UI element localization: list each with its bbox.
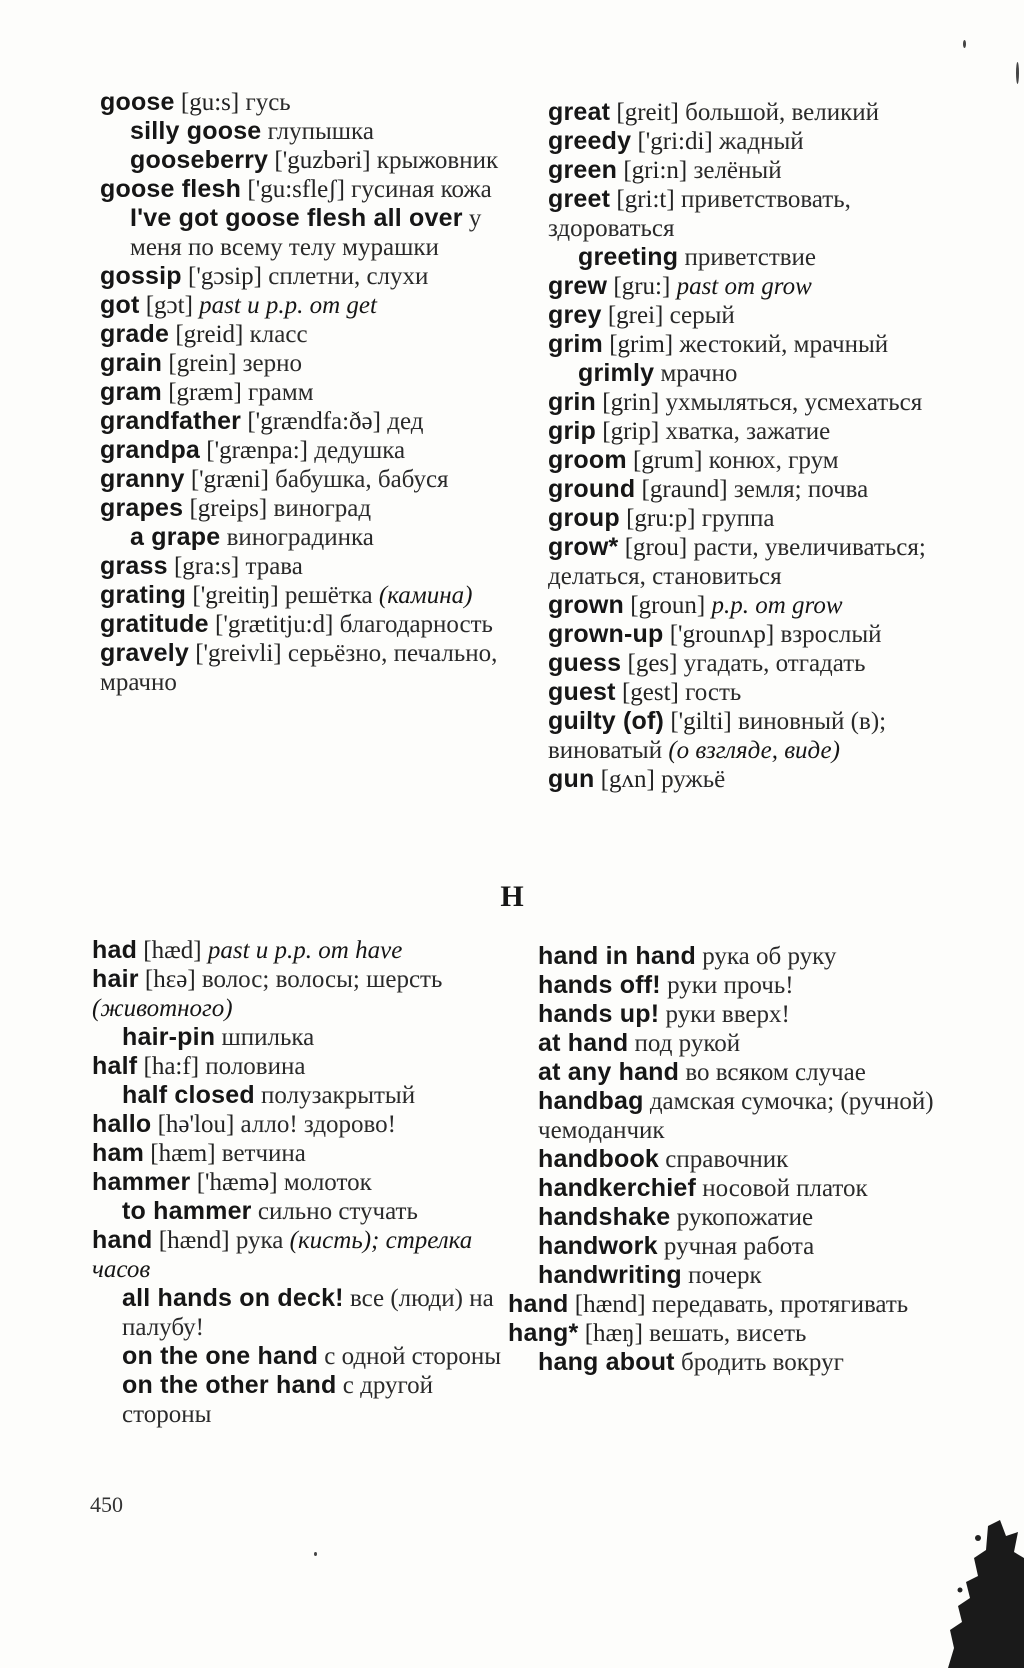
headword: granny <box>100 465 185 493</box>
dictionary-entry <box>548 185 973 243</box>
translation: виноград <box>273 495 372 522</box>
headword: hand <box>508 1290 569 1318</box>
translation: земля; почва <box>733 476 869 503</box>
headword: a grape <box>130 523 221 551</box>
transcription: [gest] <box>621 679 679 706</box>
transcription: ['hæmə] <box>196 1169 278 1196</box>
dictionary-entry <box>92 1081 510 1110</box>
speck <box>963 40 966 48</box>
headword: hair <box>92 965 139 993</box>
dictionary-entry <box>538 1000 948 1029</box>
transcription: ['guzbəri] <box>274 147 371 174</box>
transcription: [gru:p] <box>626 505 696 532</box>
translation: бродить вокруг <box>680 1349 844 1376</box>
dictionary-entry <box>548 591 973 620</box>
dictionary-entry <box>100 320 525 349</box>
transcription: [groun] <box>630 592 706 619</box>
headword: on the other hand <box>122 1371 337 1399</box>
dictionary-entry <box>548 475 973 504</box>
grammar-note: past и p.p. от get <box>199 292 377 319</box>
translation: конюх, грум <box>708 447 839 474</box>
transcription: [grin] <box>602 389 660 416</box>
dictionary-entry <box>548 678 973 707</box>
translation: приветствовать, здороваться <box>548 186 851 242</box>
transcription: [gʌn] <box>600 766 655 793</box>
headword: hands off! <box>538 971 661 999</box>
translation: ветчина <box>221 1140 306 1167</box>
transcription: [hænd] <box>158 1227 230 1254</box>
headword: handkerchief <box>538 1174 697 1202</box>
headword: goose flesh <box>100 175 242 203</box>
translation: мрачно <box>660 360 738 387</box>
headword: on the one hand <box>122 1342 319 1370</box>
headword: handwork <box>538 1232 658 1260</box>
transcription: [hænd] <box>574 1291 646 1318</box>
dictionary-entry <box>548 504 973 533</box>
dictionary-entry <box>100 465 525 494</box>
translation: с другой стороны <box>122 1372 433 1428</box>
translation: ухмыляться, усмехаться <box>665 389 923 416</box>
dictionary-entry <box>538 942 948 971</box>
headword: groom <box>548 446 627 474</box>
dictionary-entry <box>538 1145 948 1174</box>
dictionary-entry <box>538 1348 948 1377</box>
transcription: [gri:n] <box>623 157 688 184</box>
dictionary-entry <box>92 1342 510 1371</box>
dictionary-entry <box>548 533 973 591</box>
transcription: [gri:t] <box>616 186 675 213</box>
grammar-note: past от grow <box>676 273 812 300</box>
dictionary-entry <box>548 243 973 272</box>
column-bottom-left <box>92 936 510 1429</box>
translation: зерно <box>242 350 303 377</box>
headword: at any hand <box>538 1058 680 1086</box>
headword: half <box>92 1052 138 1080</box>
dictionary-entry <box>92 965 510 1023</box>
transcription: ['grætitju:d] <box>215 611 334 638</box>
transcription: [ha:f] <box>143 1053 200 1080</box>
translation: рукопожатие <box>676 1204 814 1231</box>
speck <box>314 1552 317 1556</box>
transcription: [hæŋ] <box>584 1320 643 1347</box>
headword: I've got goose flesh all over <box>130 204 463 232</box>
headword: gooseberry <box>130 146 269 174</box>
dictionary-entry <box>548 388 973 417</box>
dictionary-entry <box>92 1226 510 1284</box>
translation: справочник <box>665 1146 789 1173</box>
translation: расти, увеличиваться; делаться, становиться <box>548 534 926 590</box>
headword: hallo <box>92 1110 152 1138</box>
translation: почерк <box>688 1262 762 1289</box>
transcription: ['gilti] <box>670 708 732 735</box>
headword: grown-up <box>548 620 664 648</box>
transcription: [gra:s] <box>173 553 240 580</box>
headword: ham <box>92 1139 145 1167</box>
translation: рука <box>235 1227 284 1254</box>
headword: grapes <box>100 494 184 522</box>
transcription: [grei] <box>607 302 664 329</box>
dictionary-entry <box>100 523 525 552</box>
translation: передавать, протягивать <box>651 1291 909 1318</box>
translation: приветствие <box>684 244 817 271</box>
dictionary-entry <box>92 1023 510 1052</box>
translation: благодарность <box>339 611 493 638</box>
headword: grown <box>548 591 624 619</box>
dictionary-entry <box>548 620 973 649</box>
headword: got <box>100 291 140 319</box>
headword: gossip <box>100 262 182 290</box>
dictionary-entry <box>538 1232 948 1261</box>
dictionary-entry <box>548 301 973 330</box>
transcription: ['gɔsip] <box>188 263 262 290</box>
headword: hands up! <box>538 1000 660 1028</box>
dictionary-entry <box>548 127 973 156</box>
dictionary-entry <box>92 1110 510 1139</box>
headword: handwriting <box>538 1261 682 1289</box>
translation: дед <box>387 408 424 435</box>
headword: greet <box>548 185 611 213</box>
translation: дамская сумочка; (ручной) чемоданчик <box>538 1088 934 1144</box>
column-bottom-right <box>508 942 948 1377</box>
headword: to hammer <box>122 1197 252 1225</box>
translation: дедушка <box>314 437 406 464</box>
headword: gun <box>548 765 595 793</box>
translation: серьёзно, печально, мрачно <box>100 640 498 696</box>
translation: шпилька <box>221 1024 315 1051</box>
translation: алло! здорово! <box>240 1111 396 1138</box>
dictionary-entry <box>100 639 525 697</box>
dictionary-entry <box>100 262 525 291</box>
dictionary-entry <box>538 1174 948 1203</box>
translation: полузакрытый <box>261 1082 416 1109</box>
translation: угадать, отгадать <box>683 650 866 677</box>
translation: жадный <box>719 128 804 155</box>
translation: ручная работа <box>663 1233 815 1260</box>
dictionary-entry <box>100 436 525 465</box>
translation: во всяком случае <box>685 1059 866 1086</box>
headword: gratitude <box>100 610 209 638</box>
dictionary-entry <box>100 581 525 610</box>
translation: класс <box>249 321 308 348</box>
grammar-note: (животного) <box>92 995 233 1022</box>
page-number: 450 <box>90 1492 123 1517</box>
dictionary-entry <box>100 175 525 204</box>
dictionary-entry <box>548 98 973 127</box>
translation: все (люди) на палубу! <box>122 1285 494 1341</box>
dictionary-entry <box>100 494 525 523</box>
dictionary-entry <box>100 407 525 436</box>
headword: hang* <box>508 1319 579 1347</box>
translation: бабушка, бабуся <box>275 466 449 493</box>
headword: grip <box>548 417 597 445</box>
transcription: [grum] <box>633 447 703 474</box>
headword: grass <box>100 552 168 580</box>
transcription: ['grounʌp] <box>669 621 775 648</box>
translation: половина <box>205 1053 306 1080</box>
transcription: [graund] <box>641 476 728 503</box>
translation: группа <box>701 505 775 532</box>
headword: hang about <box>538 1348 675 1376</box>
translation: грамм <box>248 379 314 406</box>
dictionary-entry <box>92 936 510 965</box>
transcription: [ges] <box>627 650 678 677</box>
grammar-note: (камина) <box>378 582 473 609</box>
translation: глупышка <box>267 118 374 145</box>
dictionary-entry <box>100 204 525 262</box>
translation: молоток <box>283 1169 372 1196</box>
headword: grim <box>548 330 603 358</box>
dictionary-entry <box>92 1139 510 1168</box>
dictionary-entry <box>538 971 948 1000</box>
headword: handbook <box>538 1145 660 1173</box>
dictionary-entry <box>92 1052 510 1081</box>
dictionary-entry <box>548 417 973 446</box>
headword: grain <box>100 349 163 377</box>
transcription: [hæd] <box>143 937 202 964</box>
dictionary-entry <box>100 349 525 378</box>
headword: grew <box>548 272 608 300</box>
speck <box>1016 62 1019 84</box>
dictionary-entry <box>100 117 525 146</box>
translation: гость <box>685 679 742 706</box>
headword: gram <box>100 378 162 406</box>
transcription: ['greivli] <box>195 640 282 667</box>
headword: grade <box>100 320 170 348</box>
headword: grandfather <box>100 407 242 435</box>
headword: grandpa <box>100 436 201 464</box>
column-top-right <box>548 98 973 794</box>
dictionary-entry <box>100 552 525 581</box>
translation: решётка <box>284 582 373 609</box>
headword: hair-pin <box>122 1023 216 1051</box>
translation: виноградинка <box>226 524 374 551</box>
dictionary-entry <box>548 330 973 359</box>
dictionary-entry <box>548 707 973 765</box>
transcription: ['gri:di] <box>637 128 713 155</box>
transcription: [greips] <box>189 495 268 522</box>
translation: сильно стучать <box>257 1198 418 1225</box>
dictionary-entry <box>548 649 973 678</box>
dictionary-entry <box>548 156 973 185</box>
headword: guilty (of) <box>548 707 665 735</box>
transcription: [gɔt] <box>145 292 193 319</box>
translation: ружьё <box>661 766 726 793</box>
ink-blot <box>948 1518 1024 1668</box>
translation: у меня по всему телу мурашки <box>130 205 482 261</box>
grammar-note: (кисть); стрелка часов <box>92 1227 473 1283</box>
headword: guess <box>548 649 622 677</box>
translation: гусиная кожа <box>351 176 492 203</box>
transcription: ['gu:sfleʃ] <box>247 176 345 203</box>
dictionary-entry <box>100 378 525 407</box>
dictionary-entry <box>538 1058 948 1087</box>
transcription: ['græni] <box>190 466 269 493</box>
headword: hand in hand <box>538 942 696 970</box>
dictionary-entry <box>538 1087 948 1145</box>
translation: носовой платок <box>702 1175 868 1202</box>
dictionary-entry <box>100 88 525 117</box>
translation: большой, великий <box>685 99 880 126</box>
dictionary-entry <box>548 446 973 475</box>
dictionary-entry <box>100 610 525 639</box>
translation: гусь <box>245 89 291 116</box>
translation: хватка, зажатие <box>665 418 831 445</box>
transcription: [grim] <box>609 331 674 358</box>
dictionary-entry <box>508 1290 948 1319</box>
dictionary-entry <box>538 1261 948 1290</box>
headword: hand <box>92 1226 153 1254</box>
grammar-note: past и p.p. от have <box>207 937 403 964</box>
transcription: [hɛə] <box>144 966 196 993</box>
dictionary-entry <box>92 1197 510 1226</box>
headword: half closed <box>122 1081 255 1109</box>
transcription: [græm] <box>168 379 242 406</box>
headword: gravely <box>100 639 189 667</box>
translation: под рукой <box>634 1030 741 1057</box>
headword: grating <box>100 581 187 609</box>
dictionary-entry <box>548 765 973 794</box>
dictionary-entry <box>100 291 525 320</box>
headword: hammer <box>92 1168 191 1196</box>
dictionary-entry <box>548 272 973 301</box>
dictionary-entry <box>538 1203 948 1232</box>
headword: guest <box>548 678 616 706</box>
translation: волос; волосы; шерсть <box>201 966 443 993</box>
transcription: [grein] <box>168 350 237 377</box>
grammar-note: (о взгляде, виде) <box>668 737 840 764</box>
transcription: [hæm] <box>150 1140 216 1167</box>
translation: сплетни, слухи <box>268 263 429 290</box>
dictionary-entry <box>92 1371 510 1429</box>
translation: трава <box>245 553 303 580</box>
headword: handbag <box>538 1087 644 1115</box>
translation: рука об руку <box>702 943 837 970</box>
headword: greedy <box>548 127 632 155</box>
dictionary-entry <box>548 359 973 388</box>
dictionary-entry <box>508 1319 948 1348</box>
translation: серый <box>669 302 735 329</box>
transcription: [greit] <box>616 99 679 126</box>
headword: at hand <box>538 1029 629 1057</box>
transcription: [greid] <box>175 321 244 348</box>
headword: goose <box>100 88 175 116</box>
transcription: ['grænpa:] <box>206 437 308 464</box>
translation: зелёный <box>693 157 782 184</box>
dictionary-entry <box>538 1029 948 1058</box>
translation: вешать, висеть <box>649 1320 807 1347</box>
headword: ground <box>548 475 636 503</box>
transcription: [hə'lou] <box>157 1111 235 1138</box>
headword: grey <box>548 301 602 329</box>
headword: all hands on deck! <box>122 1284 344 1312</box>
dictionary-entry <box>100 146 525 175</box>
translation: взрослый <box>780 621 882 648</box>
translation: жестокий, мрачный <box>679 331 889 358</box>
headword: green <box>548 156 618 184</box>
dictionary-entry <box>92 1168 510 1197</box>
transcription: [grip] <box>602 418 660 445</box>
transcription: [gru:] <box>613 273 671 300</box>
grammar-note: p.p. от grow <box>711 592 843 619</box>
headword: grimly <box>578 359 655 387</box>
translation: с одной стороны <box>324 1343 502 1370</box>
dictionary-entry <box>92 1284 510 1342</box>
column-top-left <box>100 88 525 697</box>
translation: крыжовник <box>376 147 499 174</box>
transcription: ['greitiŋ] <box>192 582 279 609</box>
transcription: ['grændfa:ðə] <box>247 408 381 435</box>
section-letter: H <box>500 880 524 913</box>
headword: group <box>548 504 620 532</box>
headword: handshake <box>538 1203 671 1231</box>
transcription: [grou] <box>624 534 688 561</box>
headword: silly goose <box>130 117 262 145</box>
translation: руки прочь! <box>667 972 794 999</box>
translation: виновный (в); виноватый <box>548 708 887 764</box>
headword: had <box>92 936 138 964</box>
translation: руки вверх! <box>665 1001 790 1028</box>
headword: great <box>548 98 611 126</box>
headword: grow* <box>548 533 619 561</box>
headword: greeting <box>578 243 679 271</box>
transcription: [gu:s] <box>180 89 240 116</box>
headword: grin <box>548 388 597 416</box>
